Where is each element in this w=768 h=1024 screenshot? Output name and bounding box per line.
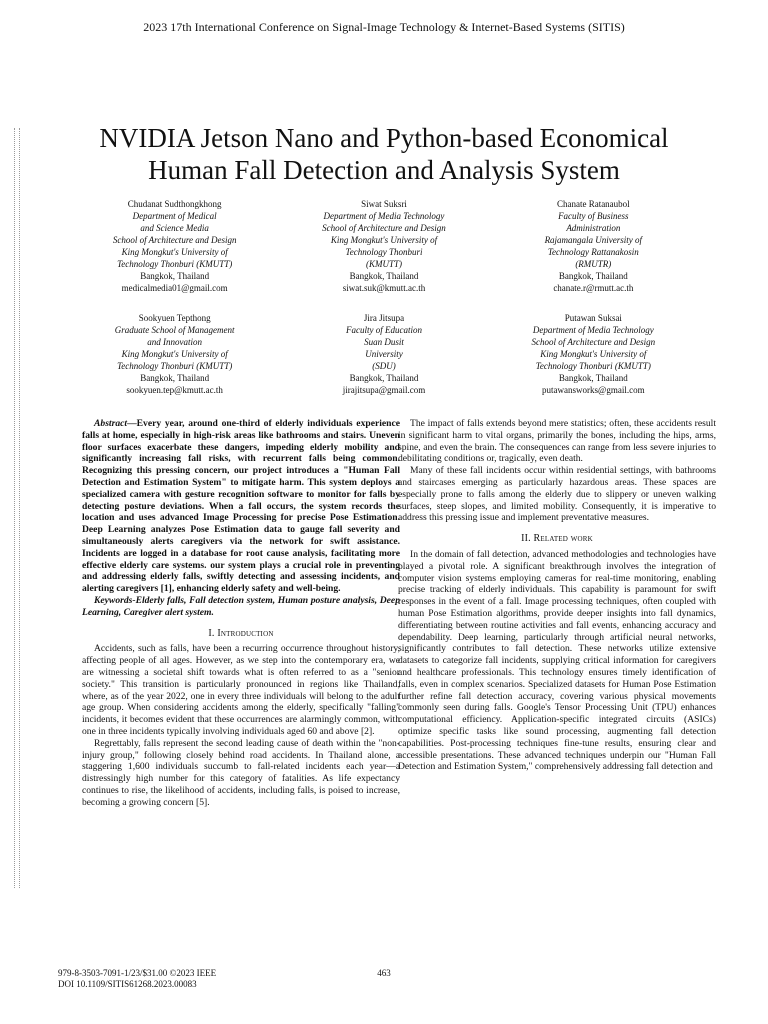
title-line-2: Human Fall Detection and Analysis System: [148, 155, 620, 185]
author-city: Bangkok, Thailand: [349, 271, 419, 281]
author-name: Siwat Suksri: [361, 199, 407, 209]
author-affiliation: Faculty of Business: [558, 211, 629, 221]
author-city: Bangkok, Thailand: [558, 271, 628, 281]
left-column: [82, 418, 400, 809]
footer-doi: DOI 10.1109/SITIS61268.2023.00083: [58, 979, 197, 989]
author-affiliation: Graduate School of Management: [114, 325, 235, 335]
author-city: Bangkok, Thailand: [140, 373, 210, 383]
author-affiliation: School of Architecture and Design: [112, 235, 237, 245]
author-affiliation: Faculty of Education: [346, 325, 422, 335]
author-affiliation: Rajamangala University of: [544, 235, 643, 245]
author-city: Bangkok, Thailand: [140, 271, 210, 281]
author-email[interactable]: chanate.r@rmutt.ac.th: [553, 283, 634, 293]
author-affiliation: School of Architecture and Design: [531, 337, 656, 347]
author-email[interactable]: sookyuen.tep@kmutt.ac.th: [126, 385, 223, 395]
author-email[interactable]: siwat.suk@kmutt.ac.th: [342, 283, 426, 293]
author-block: [70, 198, 698, 396]
right-column: [398, 418, 716, 773]
author-affiliation: King Mongkut's University of: [330, 235, 438, 245]
author-affiliation: Technology Thonburi: [345, 247, 423, 257]
abstract-text: —Every year, around one-third of elderly individuals experience falls at home, especially in high-risk areas like bathrooms and stairs. Uneven floor surfaces exacerbate these dangers, impeding elderly mobility and significantly increasing fall risks, with recurrent falls being common. Recognizing this pressing concern, our project introduces a "Human Fall Detection and Estimation System" to mitigate harm. This system deploys a specialized camera with gesture recognition software to monitor for falls by detecting posture deviations. When a fall occurs, the system records the location and uses advanced Image Processing for precise Pose Estimation. Deep Learning analyzes Pose Estimation data to gauge fall severity and simultaneously alerts caregivers via the network for swift assistance. Incidents are logged in a database for root cause analysis, facilitating more effective elderly care systems. our system plays a crucial role in preventing and addressing elderly falls, swiftly detecting and assessing incidents, and alerting caregivers [1], enhancing elderly safety and well-being.: [82, 418, 400, 595]
author-affiliation: University: [365, 349, 403, 359]
paper-title: [40, 122, 728, 186]
title-line-1: NVIDIA Jetson Nano and Python-based Economical: [99, 123, 669, 153]
author-email[interactable]: putawansworks@gmail.com: [542, 385, 645, 395]
conference-header: 2023 17th International Conference on Signal-Image Technology & Internet-Based Systems (SITIS): [143, 20, 625, 34]
abstract-label: Abstract: [94, 418, 128, 429]
author-affiliation: School of Architecture and Design: [322, 223, 446, 233]
section-heading-related-work: II. Related work: [521, 533, 593, 545]
author-card: [489, 312, 698, 396]
author-affiliation: (SDU): [372, 361, 396, 371]
author-affiliation: Department of Media Technology: [323, 211, 445, 221]
author-affiliation: King Mongkut's University of: [540, 349, 647, 359]
related-paragraph: In the domain of fall detection, advanced methodologies and technologies have played a pivotal role. A significant breakthrough involves the integration of computer vision systems employing cameras for real-time monitoring, enabling precise tracking of elderly individuals. This capability is paramount for swift responses in the event of a fall. Image processing techniques, often coupled with human Pose Estimation algorithms, provide deeper insights into fall dynamics, differentiating between routine activities and fall events, enhancing accuracy and dependability. Deep learning, particularly through artificial neural networks, significantly contributes to fall detection. These networks utilize extensive datasets to categorize fall incidents, supplying critical information for caregivers and healthcare professionals. This technology ensures timely identification of falls, even in complex scenarios. Specialized datasets for Human Pose Estimation further refine fall detection accuracy, covering various physical movements commonly seen during falls. Google's Tensor Processing Unit (TPU) enhances computational efficiency. Application-specific integrated circuits (ASICs) optimize specific tasks like sound processing, augmenting fall detection capabilities. Post-processing techniques fine-tune results, ensuring clear and accessible presentations. These advanced techniques underpin our "Human Fall Detection and Estimation System," comprehensively addressing fall detection and: [398, 548, 716, 773]
author-name: Chanate Ratanaubol: [556, 199, 630, 209]
author-card: [70, 312, 279, 396]
author-email[interactable]: jirajitsupa@gmail.com: [342, 385, 426, 395]
author-affiliation: Technology Thonburi (KMUTT): [535, 361, 651, 371]
author-affiliation: (RMUTR): [575, 259, 612, 269]
author-affiliation: Department of Media Technology: [532, 325, 654, 335]
side-margin-strip: [14, 128, 20, 888]
section-heading-introduction: I. Introduction: [208, 627, 274, 639]
body-paragraph: Many of these fall incidents occur within residential settings, with bathrooms and staircases emerging as particularly hazardous areas. These spaces are especially prone to falls among the elderly due to slippery or uneven walking surfaces, steep slopes, and limited mobility. Consequently, it is imperative to address this pressing issue and implement preventative measures.: [398, 465, 716, 524]
intro-paragraph: Accidents, such as falls, have been a recurring occurrence throughout history, affecting people of all ages. However, as we step into the contemporary era, we are witnessing a societal shift towards what is often referred to as a "senior society." This transition is particularly pronounced in regions like Thailand, where, as of the year 2022, one in every three individuals will belong to the adult age group. When considering accidents among the elderly, specifically "falling" incidents, it becomes evident that these occurrences are alarmingly common, with one in three incidents typically involving individuals aged 60 and above [2].: [82, 643, 400, 737]
author-affiliation: Technology Thonburi (KMUTT): [117, 361, 233, 371]
author-affiliation: and Science Media: [140, 223, 209, 233]
author-card: [279, 312, 488, 396]
author-card: [279, 198, 488, 294]
author-card: [489, 198, 698, 294]
author-name: Chudanat Sudthongkhong: [127, 199, 222, 209]
author-name: Putawan Suksai: [564, 313, 622, 323]
page-number: 463: [377, 968, 391, 978]
body-paragraph: The impact of falls extends beyond mere statistics; often, these accidents result in significant harm to vital organs, primarily the bones, including the hips, arms, spine, and even the brain. The consequences can range from less severe injuries to debilitating conditions or, tragically, even death.: [398, 418, 716, 465]
author-affiliation: Administration: [566, 223, 621, 233]
author-affiliation: (KMUTT): [365, 259, 402, 269]
abstract: [82, 418, 400, 595]
author-affiliation: King Mongkut's University of: [121, 349, 228, 359]
author-city: Bangkok, Thailand: [349, 373, 419, 383]
author-affiliation: Technology Rattanakosin: [547, 247, 639, 257]
author-affiliation: Technology Thonburi (KMUTT): [117, 259, 233, 269]
author-affiliation: Suan Dusit: [364, 337, 404, 347]
author-card: [70, 198, 279, 294]
author-city: Bangkok, Thailand: [558, 373, 628, 383]
author-email[interactable]: medicalmedia01@gmail.com: [121, 283, 228, 293]
author-row-2: [70, 312, 698, 396]
keywords: Keywords-Elderly falls, Fall detection system, Human posture analysis, Deep Learning, Caregiver alert system.: [82, 594, 400, 618]
intro-paragraph: Regrettably, falls represent the second leading cause of death within the "non-injury group," following closely behind road accidents. In Thailand alone, a staggering 1,600 individuals succumb to fall-related incidents each year—a distressingly high number for this category of fatalities. As life expectancy continues to rise, the likelihood of accidents, including falls, is poised to increase, becoming a growing concern [5].: [82, 737, 400, 808]
author-affiliation: King Mongkut's University of: [121, 247, 228, 257]
author-affiliation: Department of Medical: [132, 211, 217, 221]
footer-isbn: 979-8-3503-7091-1/23/$31.00 ©2023 IEEE: [58, 968, 217, 978]
author-affiliation: and Innovation: [147, 337, 203, 347]
author-name: Jira Jitsupa: [363, 313, 405, 323]
author-name: Sookyuen Tepthong: [138, 313, 211, 323]
author-row-1: [70, 198, 698, 294]
